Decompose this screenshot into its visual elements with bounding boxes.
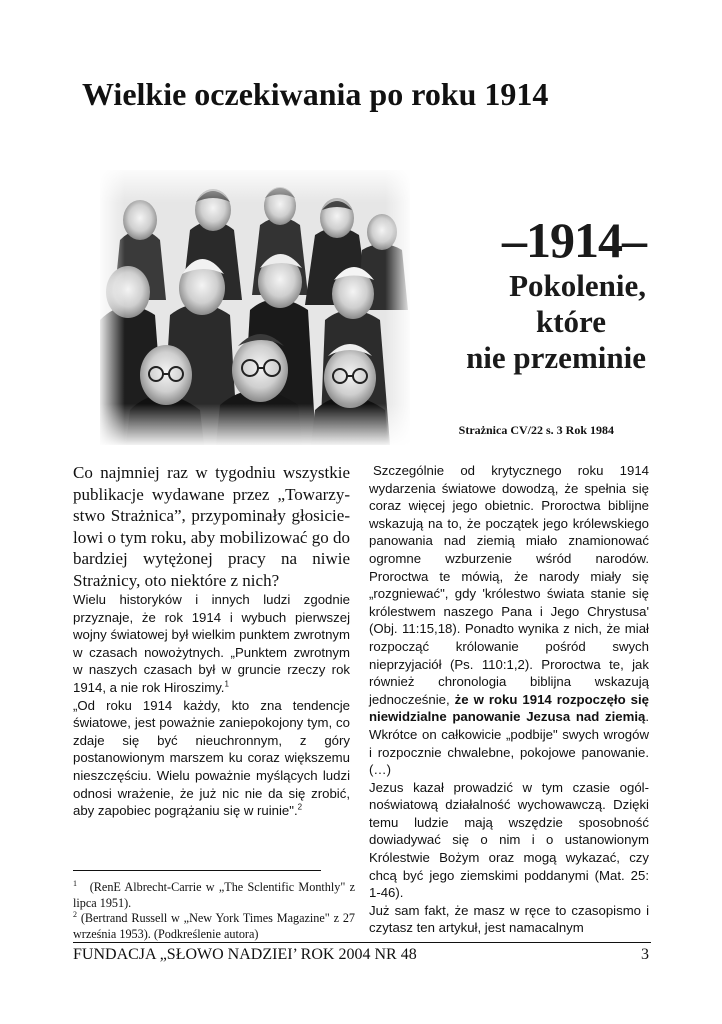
article-title: Wielkie oczekiwania po roku 1914 — [82, 76, 549, 112]
quote-text: „Od roku 1914 każdy, kto zna tendencje światowe, jest poważnie zaniepokojony tym, co zdaje się być nieuchronnym, z góry postanowionym marszem ku coraz większemu nieszczęściu. Wielu poważnie myślących ludzi odnosi wrażenie, że już nic nie da się zrobić, aby zapobiec pogrążaniu się w ruinie". — [73, 697, 350, 819]
emphasis-text: że w roku 1914 rozpoczęło się niewidzialne panowanie Jezusa nad ziemią — [369, 691, 649, 725]
page-number: 3 — [641, 946, 649, 963]
footnote — [73, 911, 355, 942]
footer-separator — [73, 942, 651, 943]
footnote-ref: 2 — [297, 802, 303, 812]
body-paragraph — [369, 462, 649, 779]
quote-text: Wielu historyków i innych ludzi zgodnie przyznaje, że rok 1914 i wybuch pierwszej wojny światowej był wielkim punktem zwrotnym w czasach nowożytnych. „Punktem zwrotnym w naszych czasach był w gruncie rzeczy rok 1914, a nie rok Hiroszimy. — [73, 592, 350, 695]
left-column — [73, 462, 350, 820]
footnotes — [73, 880, 355, 942]
footnote-text: (RenE Albrecht-Carrie w „The Sclentific Monthly" z lipca 1951). — [73, 880, 355, 910]
headline-line: które — [535, 304, 606, 339]
body-paragraph: Już sam fakt, że masz w ręce to czasopismo i czytasz ten artykuł, jest namacalnym — [369, 902, 649, 936]
crowd-photo — [100, 170, 410, 445]
page-footer — [73, 944, 651, 966]
headline-line: Pokolenie, — [509, 268, 646, 303]
right-column — [369, 462, 649, 937]
headline-year: –1914– — [502, 212, 646, 268]
quote-paragraph — [73, 697, 350, 820]
quote-paragraph — [73, 591, 350, 697]
body-text: Szczególnie od krytycznego roku 1914 wydarzenia światowe dowodzą, że spełnia się coraz więcej jego obietnic. Proroctwa biblijne wskazują na to, że początek jego królewskiego panowania nad ziemią miało znamionować ogromne wzburzenie wśród narodów. Proroctwa te mówią, że narody miały się „rozgniewać", gdy 'królestwo świata stanie się królestwem naszego Pana i Jego Chrystusa' (Obj. 11:15,18). Ponadto wynika z nich, że miał rozpocząć królowanie pośród swych nieprzyjaciół (Ps. 110:1,2). Proroctwa te, jak również chronologia biblijna wskazują jednocześnie, — [369, 463, 649, 707]
body-paragraph: Jezus kazał prowadzić w tym czasie ogólnoświatową działalność wychowawczą. Dzięki temu ludzie mają wszędzie sposobność dowiadywać się o nim i o ustanowionym Królestwie Bożym oraz mogą wykazać, czy chcą być jego ziemskimi poddanymi (Mat. 25: 1-46). — [369, 779, 649, 901]
footnote-separator — [73, 870, 321, 871]
headline-line: nie przeminie — [466, 340, 646, 375]
footnote-ref: 1 — [224, 679, 229, 689]
footnote-number: 2 — [73, 909, 77, 919]
footnote-text: (Bertrand Russell w „New York Times Magazine" z 27 września 1953). (Podkreślenie autora) — [73, 911, 356, 941]
footer-text: FUNDACJA „SŁOWO NADZIEI’ ROK 2004 NR 48 — [73, 946, 417, 963]
body-text: . Wkrótce on całkowicie „podbije" swych wrogów i rozpocznie chwalebne, pokojowe panowanie. (…) — [369, 709, 649, 778]
footnote — [73, 880, 355, 911]
intro-paragraph: Co najmniej raz w tygodniu wszystkie publikacje wydawane przez „Towarzystwo Strażnica”, przypominały głosicielowi o tym roku, aby mobilizować go do bardziej wytężonej pracy na niwie Strażnicy, oto niektóre z nich? — [73, 463, 350, 590]
figure-caption: Strażnica CV/22 s. 3 Rok 1984 — [458, 423, 614, 437]
footnote-number: 1 — [73, 878, 77, 888]
figure-headline — [410, 212, 646, 376]
